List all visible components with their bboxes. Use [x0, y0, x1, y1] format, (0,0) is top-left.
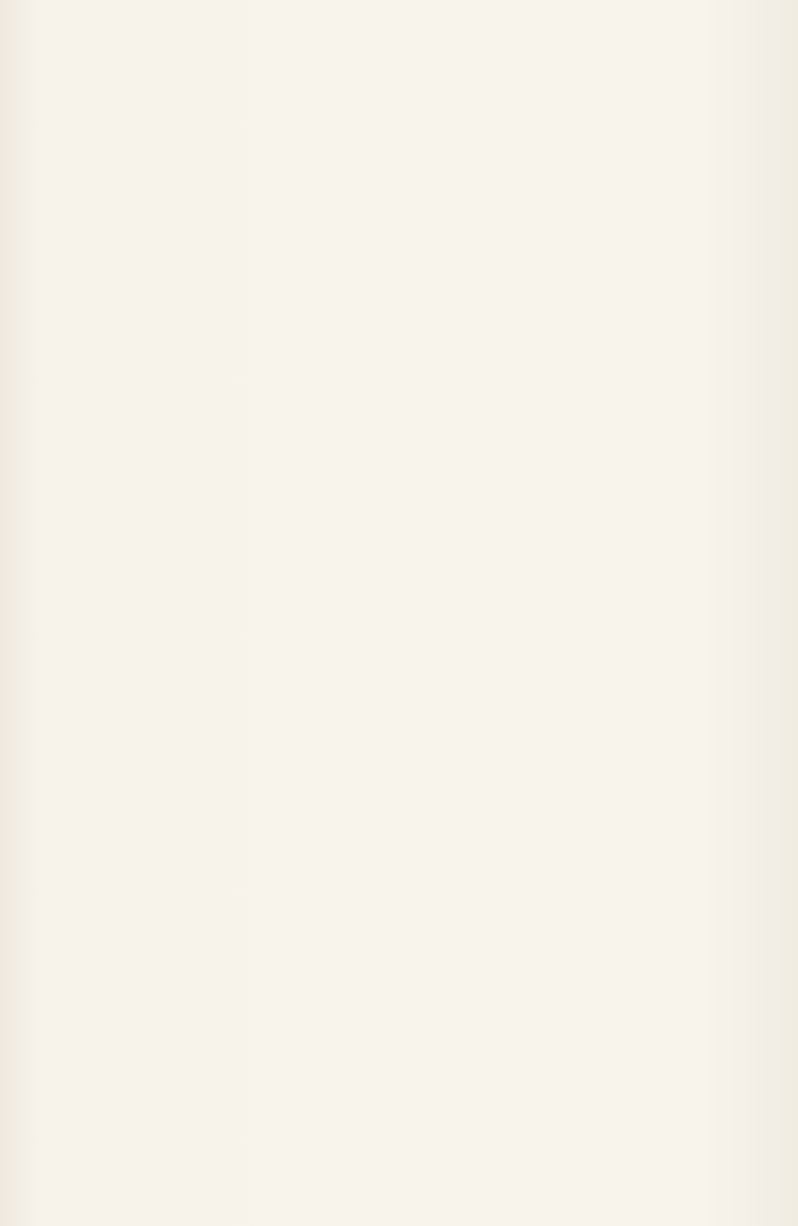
section-heading — [0, 780, 798, 827]
